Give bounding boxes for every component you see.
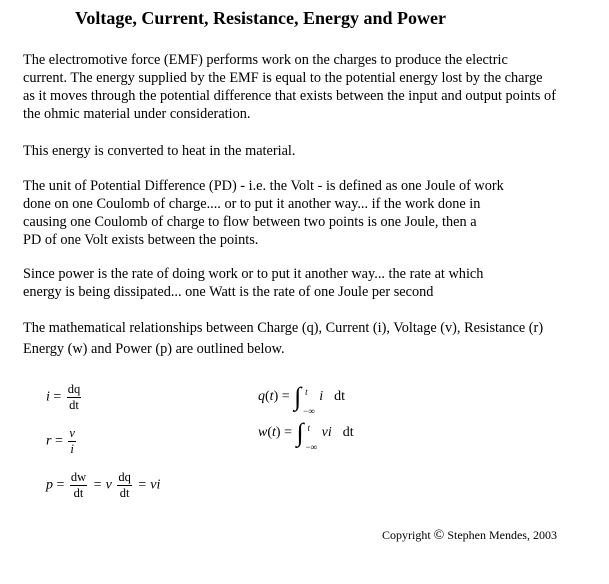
integral-lower-limit: −∞ [303, 406, 315, 416]
eq-equals: = [56, 477, 65, 493]
equation-current [46, 382, 83, 413]
equation-energy: w(t) = ∫ t −∞ vi dt [258, 423, 354, 443]
eq-equals: = [54, 433, 63, 449]
eq-arg: t [269, 389, 274, 405]
integral-upper-limit: t [307, 423, 310, 433]
eq-fraction [68, 426, 76, 457]
text-line: Energy (w) and Power (p) are outlined below. [23, 341, 285, 357]
eq-arg: t [272, 425, 276, 441]
eq-numerator: v [69, 426, 75, 440]
integral-sign: ∫ t −∞ [294, 387, 301, 407]
text-line: The electromotive force (EMF) performs work on the charges to produce the electric [23, 52, 508, 68]
copyright-notice [382, 528, 557, 544]
text-line: done on one Coulomb of charge.... or to put it another way... if the work done in [23, 196, 481, 212]
integral-sign: ∫ t −∞ [296, 423, 303, 443]
eq-denominator: dt [73, 486, 84, 500]
paragraph-heat [23, 142, 593, 160]
integral-lower-limit: −∞ [305, 442, 317, 452]
eq-denominator: i [70, 442, 74, 456]
text-line: The mathematical relationships between Charge (q), Current (i), Voltage (v), Resistance (r) [23, 320, 544, 336]
paragraph-emf [23, 51, 593, 123]
text-line: as it moves through the potential difference that exists between the input and output points of [23, 88, 556, 104]
text-line: Since power is the rate of doing work or to put it another way... the rate at which [23, 266, 484, 282]
eq-lhs: q [258, 389, 265, 405]
text-line: current. The energy supplied by the EMF is equal to the potential energy lost by the charge [23, 70, 543, 86]
eq-integrand: vi [321, 425, 332, 441]
text-line: the ohmic material under consideration. [23, 106, 251, 122]
paragraph-volt-definition [23, 177, 593, 249]
eq-numerator: dq [118, 470, 131, 484]
eq-tail: = vi [137, 477, 161, 493]
eq-differential: dt [342, 425, 354, 441]
eq-differential: dt [334, 389, 346, 405]
text-line: The unit of Potential Difference (PD) - i.e. the Volt - is defined as one Joule of work [23, 178, 504, 194]
eq-fraction [70, 470, 87, 501]
eq-denominator: dt [119, 486, 130, 500]
eq-fraction [117, 470, 132, 501]
copyright-symbol: © [433, 528, 445, 543]
paragraph-power [23, 265, 593, 301]
eq-middle: = v [92, 477, 112, 493]
copyright-text: Stephen Mendes, 2003 [447, 528, 557, 542]
copyright-prefix: Copyright [382, 528, 431, 542]
eq-equals: = [284, 425, 292, 441]
text-line: PD of one Volt exists between the points. [23, 232, 259, 248]
eq-integrand: i [319, 389, 324, 405]
text-line: causing one Coulomb of charge to flow between two points is one Joule, then a [23, 214, 477, 230]
paragraph-relationships [23, 319, 593, 358]
equation-power [46, 470, 160, 501]
eq-numerator: dw [70, 470, 87, 484]
page-title: Voltage, Current, Resistance, Energy and Power [75, 8, 446, 28]
eq-lhs: w [258, 425, 268, 441]
equation-resistance [46, 426, 78, 457]
eq-lhs: r [46, 433, 52, 449]
eq-numerator: dq [67, 382, 81, 396]
equation-charge: q(t) = ∫ t −∞ i dt [258, 387, 345, 407]
eq-lhs: p [46, 477, 53, 493]
eq-fraction [67, 382, 82, 413]
eq-equals: = [53, 389, 62, 405]
text-line: This energy is converted to heat in the material. [23, 143, 296, 159]
eq-equals: = [281, 389, 290, 405]
text-line: energy is being dissipated... one Watt is the rate of one Joule per second [23, 284, 434, 300]
integral-upper-limit: t [305, 387, 308, 397]
eq-lhs: i [46, 389, 50, 405]
eq-denominator: dt [69, 398, 79, 412]
